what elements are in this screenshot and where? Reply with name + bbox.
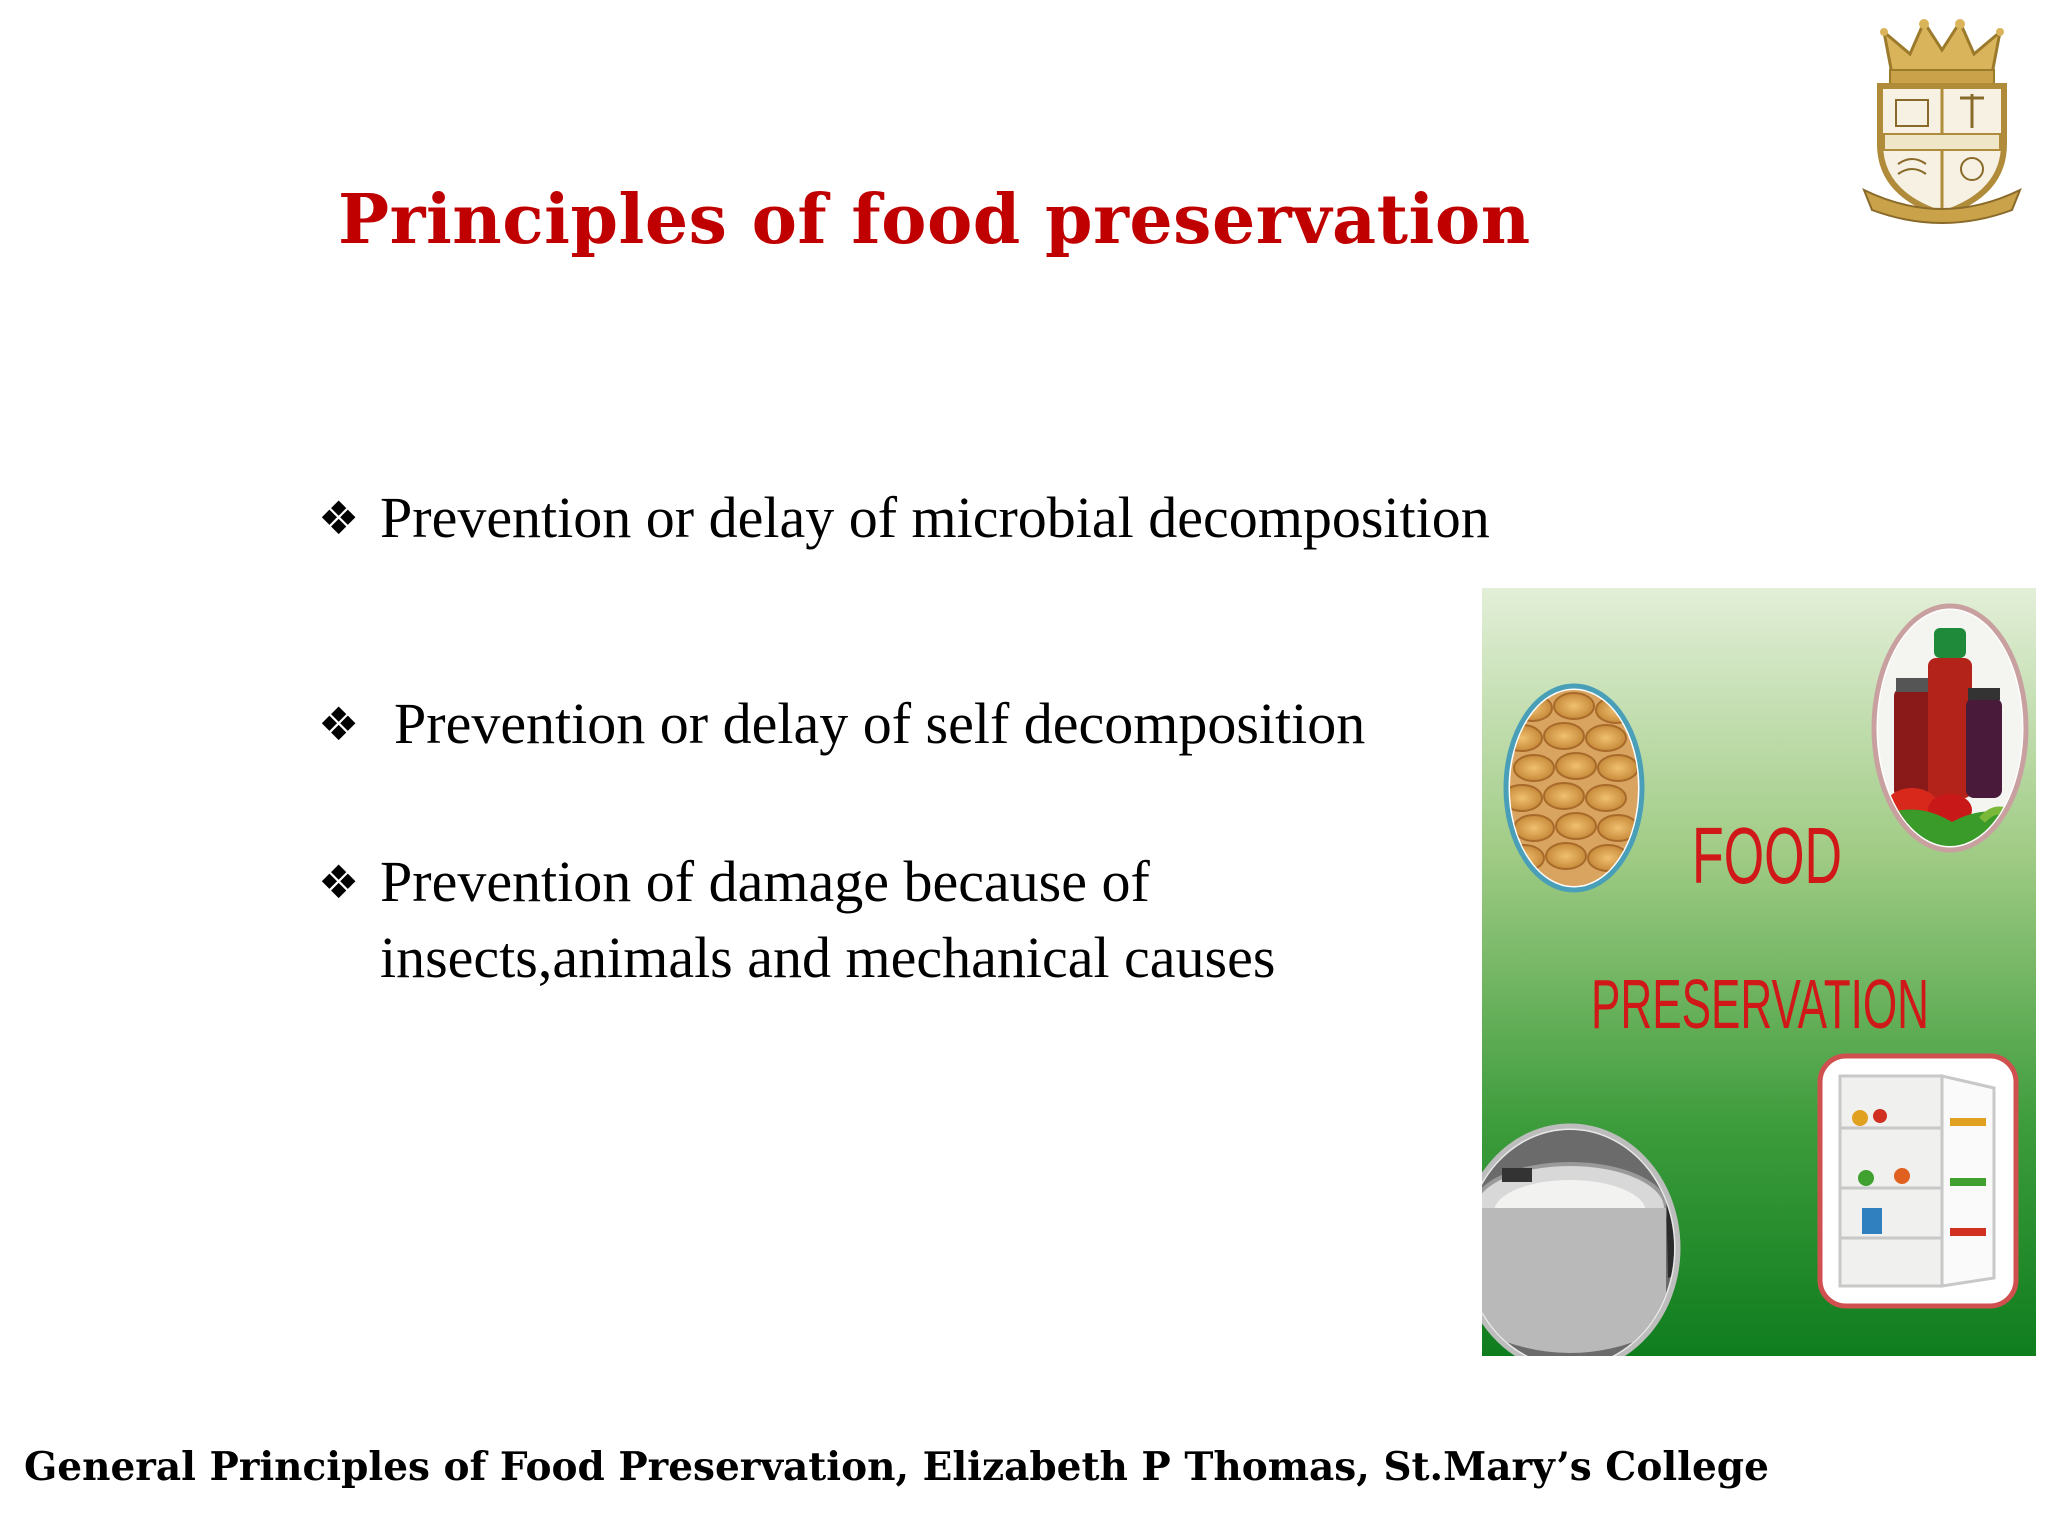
four-diamond-bullet-icon: ❖ (318, 855, 360, 909)
four-diamond-bullet-icon: ❖ (318, 697, 360, 751)
slide-footer: General Principles of Food Preservation, Elizabeth P Thomas, St.Mary’s College (24, 1444, 1769, 1490)
bullet-item (318, 686, 1365, 762)
refrigerator-image (1820, 1056, 2016, 1306)
college-crest-logo (1862, 14, 2022, 224)
slide-title: Principles of food preservation (338, 180, 1531, 260)
food-preservation-image (1482, 588, 2036, 1356)
bullet-text: Prevention or delay of self decomposition (394, 691, 1366, 756)
bullet-text: Prevention of damage because of insects,animals and mechanical causes (380, 849, 1276, 990)
bullet-item (318, 480, 1490, 556)
four-diamond-bullet-icon: ❖ (318, 491, 360, 545)
picture-label-preservation: PRESERVATION (1591, 965, 1929, 1043)
picture-label-food: FOOD (1692, 811, 1842, 900)
bullet-text: Prevention or delay of microbial decomposition (380, 485, 1490, 550)
bullet-item (318, 844, 1358, 996)
